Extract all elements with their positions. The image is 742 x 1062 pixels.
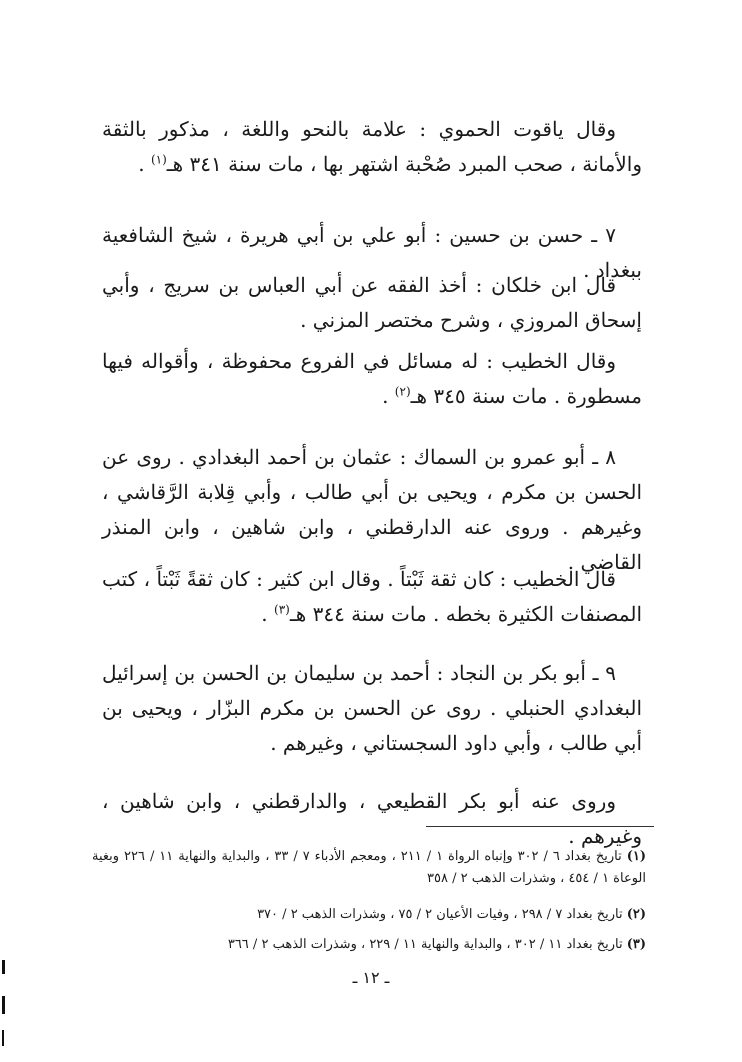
paragraph-khatib-ibn-kathir — [102, 562, 642, 632]
paragraph-ibn-khallikan — [102, 268, 642, 338]
footnote-ref: (١) — [150, 152, 167, 167]
scan-edge-mark — [2, 996, 5, 1014]
footnote-1 — [92, 846, 646, 890]
scan-edge-mark — [2, 960, 5, 974]
footnote-3 — [92, 934, 646, 956]
paragraph-text: ٨ ـ أبو عمرو بن السماك : عثمان بن أحمد البغدادي . روى عن الحسن بن مكرم ، ويحيى بن أبي طالب ، وأبي قِلابة الرَّقاشي ، وغيرهم . وروى عنه الدارقطني ، وابن شاهين ، وابن المنذر القاضي . — [102, 445, 642, 574]
paragraph-tail: . — [382, 384, 395, 408]
paragraph-text: قال الخطيب : كان ثقة ثَبْتاً . وقال ابن كثير : كان ثقةً ثَبْتاً ، كتب المصنفات الكثيرة بخطه . مات سنة ٣٤٤ هـ — [102, 567, 642, 626]
footnote-ref: (٢) — [394, 384, 411, 399]
paragraph-khatib-quote — [102, 344, 642, 414]
entry-8-paragraph — [102, 440, 642, 580]
footnote-2 — [92, 904, 646, 926]
entry-9-paragraph — [102, 656, 642, 761]
footnote-ref: (٣) — [274, 602, 290, 617]
paragraph-yaqut-quote — [102, 112, 642, 182]
footnote-number: (٣) — [626, 937, 646, 952]
footnote-number: (٢) — [626, 907, 646, 922]
paragraph-text: وروى عنه أبو بكر القطيعي ، والدارقطني ، وابن شاهين ، وغيرهم . — [102, 789, 642, 848]
footnote-text: تاريخ بغداد ١١ / ٣٠٢ ، والبداية والنهاية ١١ / ٢٢٩ ، وشذرات الذهب ٢ / ٣٦٦ — [227, 937, 623, 952]
paragraph-text: ٧ ـ حسن بن حسين : أبو علي بن أبي هريرة ، شيخ الشافعية ببغداد . — [102, 223, 642, 282]
paragraph-tail: . — [138, 152, 151, 176]
paragraph-narrators — [102, 784, 642, 854]
paragraph-text: قال ابن خلكان : أخذ الفقه عن أبي العباس بن سريج ، وأبي إسحاق المروزي ، وشرح مختصر المزني . — [102, 273, 642, 332]
scan-edge-mark — [2, 1030, 4, 1046]
footnote-divider — [426, 826, 654, 827]
footnote-text: تاريخ بغداد ٦ / ٣٠٢ وإنباه الرواة ١ / ٢١١ ، ومعجم الأدباء ٧ / ٣٣ ، والبداية والنهاية ١١ / ٢٢٦ وبغية الوعاة ١ / ٤٥٤ ، وشذرات الذهب ٢ / ٣٥٨ — [92, 849, 646, 886]
page-number: ـ ١٢ ـ — [352, 968, 390, 987]
footnote-number: (١) — [626, 849, 646, 864]
paragraph-text: وقال ياقوت الحموي : علامة بالنحو واللغة ، مذكور بالثقة والأمانة ، صحب المبرد صُحْبة اشتهر بها ، مات سنة ٣٤١ هـ — [102, 117, 642, 176]
footnote-text: تاريخ بغداد ٧ / ٢٩٨ ، وفيات الأعيان ٢ / ٧٥ ، وشذرات الذهب ٢ / ٣٧٠ — [257, 907, 623, 922]
paragraph-text: وقال الخطيب : له مسائل في الفروع محفوظة ، وأقواله فيها مسطورة . مات سنة ٣٤٥ هـ — [102, 349, 642, 408]
paragraph-text: ٩ ـ أبو بكر بن النجاد : أحمد بن سليمان بن الحسن بن إسرائيل البغدادي الحنبلي . روى عن الحسن بن مكرم البزّار ، ويحيى بن أبي طالب ، وأبي داود السجستاني ، وغيرهم . — [102, 661, 642, 755]
paragraph-tail: . — [261, 602, 274, 626]
